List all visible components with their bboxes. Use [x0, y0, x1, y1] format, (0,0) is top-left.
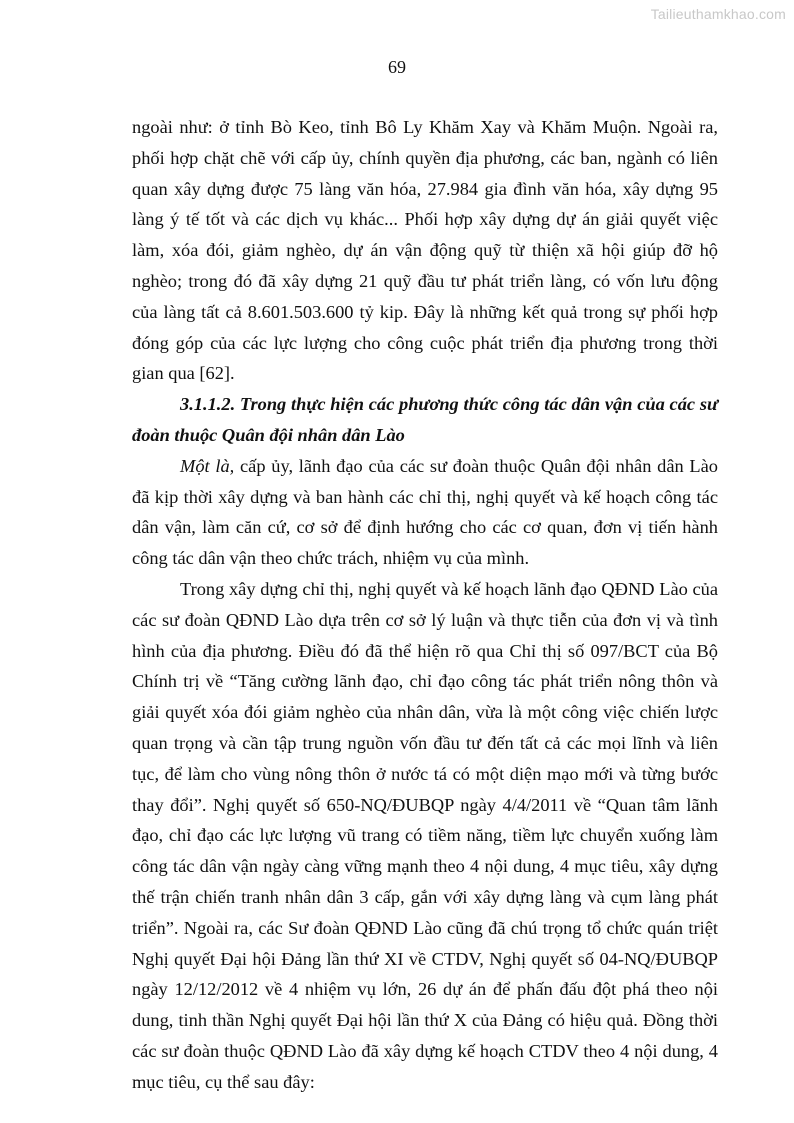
watermark: Tailieuthamkhao.com	[650, 6, 786, 22]
paragraph-lead-italic: Một là,	[180, 455, 235, 476]
section-heading: 3.1.1.2. Trong thực hiện các phương thức công tác dân vận của các sư đoàn thuộc Quân đội nhân dân Lào	[132, 394, 718, 445]
document-body	[132, 112, 718, 1098]
paragraph-one-first	[132, 451, 718, 574]
page-number: 69	[388, 57, 406, 77]
paragraph-directives: Trong xây dựng chỉ thị, nghị quyết và kế hoạch lãnh đạo QĐND Lào của các sư đoàn QĐND Lào dựa trên cơ sở lý luận và thực tiễn của đơn vị và tình hình của địa phương. Điều đó đã thể hiện rõ qua Chỉ thị số 097/BCT của Bộ Chính trị về “Tăng cường lãnh đạo, chỉ đạo công tác phát triển nông thôn và giải quyết xóa đói giảm nghèo của nhân dân, vừa là một công việc chiến lược quan trọng và cần tập trung nguồn vốn đầu tư đến tất cả các mọi lĩnh và liên tục, để làm cho vùng nông thôn ở nước tá có một diện mạo mới và từng bước thay đổi”. Nghị quyết số 650-NQ/ĐUBQP ngày 4/4/2011 về “Quan tâm lãnh đạo, chỉ đạo các lực lượng vũ trang có tiềm năng, tiềm lực chuyển xuống làm công tác dân vận ngày càng vững mạnh theo 4 nội dung, 4 mục tiêu, xây dựng thế trận chiến tranh nhân dân 3 cấp, gắn với xây dựng làng và cụm làng phát triển”. Ngoài ra, các Sư đoàn QĐND Lào cũng đã chú trọng tổ chức quán triệt Nghị quyết Đại hội Đảng lần thứ XI về CTDV, Nghị quyết số 04-NQ/ĐUBQP ngày 12/12/2012 về 4 nhiệm vụ lớn, 26 dự án để phấn đấu đột phá theo nội dung, tinh thần Nghị quyết Đại hội lần thứ X của Đảng có hiệu quả. Đồng thời các sư đoàn thuộc QĐND Lào đã xây dựng kế hoạch CTDV theo 4 nội dung, 4 mục tiêu, cụ thể sau đây:	[132, 578, 718, 1092]
paragraph-body: cấp ủy, lãnh đạo của các sư đoàn thuộc Quân đội nhân dân Lào đã kịp thời xây dựng và ban hành các chỉ thị, nghị quyết và kế hoạch công tác dân vận, làm căn cứ, cơ sở để định hướng cho các cơ quan, đơn vị tiến hành công tác dân vận theo chức trách, nhiệm vụ của mình.	[132, 455, 718, 569]
paragraph-continuation: ngoài như: ở tỉnh Bò Keo, tỉnh Bô Ly Khăm Xay và Khăm Muộn. Ngoài ra, phối hợp chặt chẽ với cấp ủy, chính quyền địa phương, các ban, ngành có liên quan xây dựng được 75 làng văn hóa, 27.984 gia đình văn hóa, xây dựng 95 làng ý tế tốt và các dịch vụ khác... Phối hợp xây dựng dự án giải quyết việc làm, xóa đói, giảm nghèo, dự án vận động quỹ từ thiện xã hội giúp đỡ hộ nghèo; trong đó đã xây dựng 21 quỹ đầu tư phát triển làng, có vốn lưu động của làng tất cả 8.601.503.600 tỷ kip. Đây là những kết quả trong sự phối hợp đóng góp của các lực lượng cho công cuộc phát triển địa phương trong thời gian qua [62].	[132, 117, 718, 384]
